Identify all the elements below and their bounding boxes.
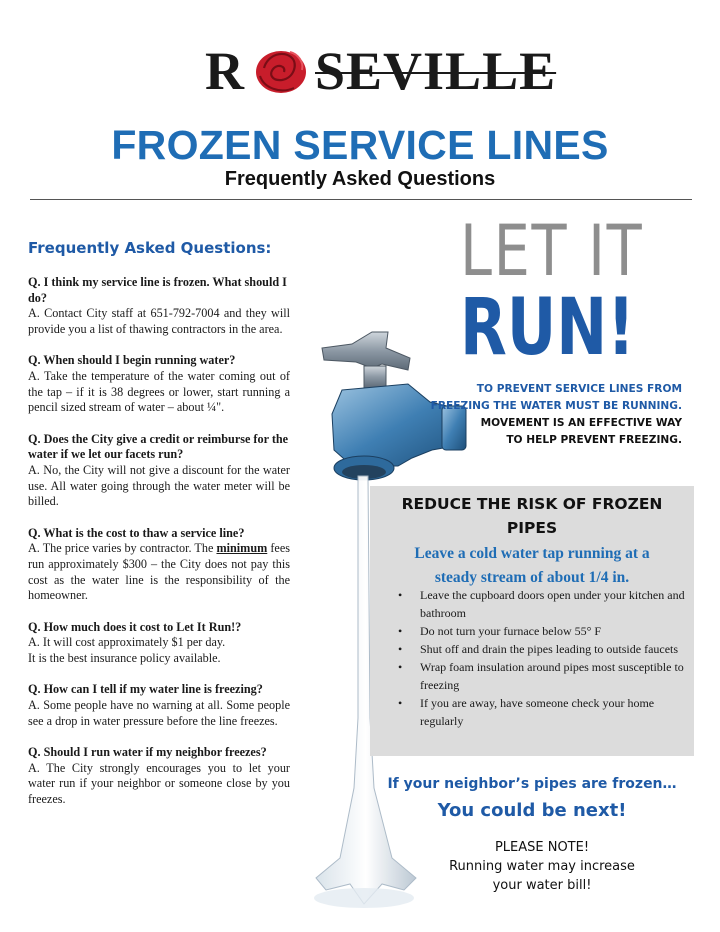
- faq-answer-start: A. The price varies by contractor. The: [28, 541, 217, 556]
- list-item: • Wrap foam insulation around pipes most susceptible to freezing: [396, 658, 694, 694]
- prevent-message: [382, 381, 682, 449]
- page-subtitle: Frequently Asked Questions: [224, 168, 496, 190]
- list-item: • Leave the cupboard doors open under your kitchen and bathroom: [396, 586, 694, 622]
- faq-item: [28, 745, 290, 807]
- faq-answer: A. Take the temperature of the water coming out of the tap – if it is 38 degrees or lower, start running a pencil sized stream of water – about ¼".: [28, 368, 290, 415]
- risk-title-line-2: PIPES: [506, 519, 558, 537]
- rose-icon: [250, 44, 312, 96]
- risk-subtitle-line-1: Leave a cold water tap running at a: [414, 545, 650, 562]
- slogan-run: RUN!: [460, 283, 635, 373]
- logo-text-seville: SEVILLE: [315, 41, 557, 101]
- list-item: • Shut off and drain the pipes leading to outside faucets: [396, 640, 694, 658]
- neighbor-warning: If your neighbor’s pipes are frozen…: [387, 776, 677, 792]
- reduce-risk-box: [370, 486, 694, 756]
- neighbor-next: You could be next!: [437, 800, 627, 821]
- faq-heading: Frequently Asked Questions:: [28, 239, 272, 257]
- faq-answer: A. Some people have no warning at all. Some people see a drop in water pressure before the line freezes.: [28, 698, 290, 728]
- faq-answer: A. No, the City will not give a discount for the water use. All water going through the water meter will be billed.: [28, 462, 290, 509]
- faq-answer: A. Contact City staff at 651-792-7004 and they will provide you a list of thawing contractors in the area.: [28, 306, 290, 336]
- please-note: [400, 838, 684, 895]
- faq-answer-emphasis: minimum: [216, 541, 268, 556]
- roseville-logo: [205, 40, 557, 101]
- header-divider: [30, 199, 692, 200]
- faq-item: [28, 620, 290, 667]
- note-line-3: your water bill!: [492, 878, 592, 893]
- risk-title: [370, 492, 694, 540]
- faq-answer: A. It will cost approximately $1 per day.: [28, 635, 226, 650]
- faq-question: Q. When should I begin running water?: [28, 353, 236, 368]
- faq-item: [28, 526, 290, 604]
- faq-question: Q. Does the City give a credit or reimburse for the water if we let our facets run?: [28, 431, 289, 462]
- faq-question: Q. How much does it cost to Let It Run!?: [28, 619, 242, 634]
- faq-item: [28, 353, 290, 415]
- list-item: • If you are away, have someone check your home regularly: [396, 694, 694, 730]
- page-title: FROZEN SERVICE LINES: [111, 122, 609, 168]
- risk-tips-list: [396, 586, 694, 730]
- note-line-1: PLEASE NOTE!: [494, 840, 590, 855]
- slogan-let-it: LET IT: [460, 210, 644, 292]
- faq-list: [28, 275, 290, 824]
- logo-letter-r: R: [205, 41, 245, 101]
- prevent-line-1: TO PREVENT SERVICE LINES FROM: [476, 383, 682, 395]
- faq-answer-end: fees run approximately $300 – the City does not pay this cost as the water line is the responsibility of the homeowner.: [28, 541, 290, 603]
- prevent-line-3: MOVEMENT IS AN EFFECTIVE WAY: [480, 417, 682, 429]
- faq-answer: A. The City strongly encourages you to let your water run if your neighbor or someone close by you freezes.: [28, 760, 290, 807]
- faq-question: Q. What is the cost to thaw a service line?: [28, 525, 245, 540]
- faq-answer: [28, 541, 290, 603]
- faq-item: [28, 682, 290, 729]
- faq-question: Q. How can I tell if my water line is freezing?: [28, 682, 263, 697]
- risk-title-line-1: REDUCE THE RISK OF FROZEN: [401, 495, 663, 513]
- risk-subtitle-line-2: steady stream of about 1/4 in.: [434, 569, 630, 586]
- faq-question: Q. I think my service line is frozen. What should I do?: [28, 275, 287, 305]
- faq-item: [28, 432, 290, 510]
- faq-item: [28, 275, 290, 337]
- prevent-line-2: FREEZING THE WATER MUST BE RUNNING.: [430, 400, 682, 412]
- note-line-2: Running water may increase: [449, 859, 635, 874]
- risk-subtitle: [370, 542, 694, 590]
- faq-answer-extra: It is the best insurance policy available.: [28, 650, 221, 665]
- list-item: • Do not turn your furnace below 55° F: [396, 622, 694, 640]
- faq-question: Q. Should I run water if my neighbor freezes?: [28, 745, 267, 760]
- prevent-line-4: TO HELP PREVENT FREEZING.: [506, 434, 682, 446]
